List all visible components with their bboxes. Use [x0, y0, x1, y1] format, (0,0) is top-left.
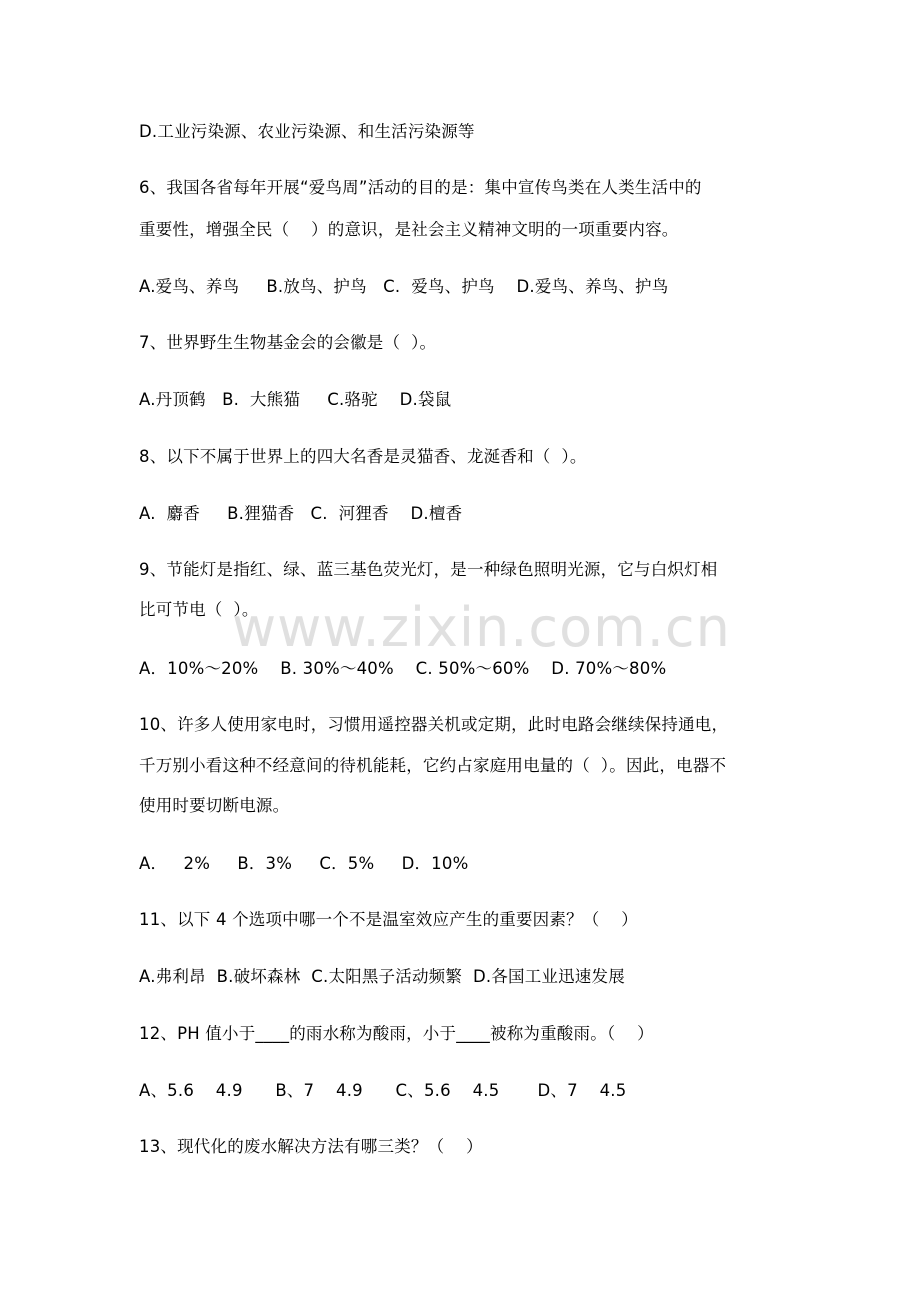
question-9-line-1: 9、节能灯是指红、绿、蓝三基色荧光灯，是一种绿色照明光源，它与白炽灯相 [139, 560, 718, 579]
question-8-options: A. 麝香 B.狸猫香 C. 河狸香 D.檀香 [139, 504, 463, 523]
question-12: 12、PH 值小于____的雨水称为酸雨，小于____被称为重酸雨。（ ） [139, 1024, 654, 1043]
question-12-options: A、5.6 4.9 B、7 4.9 C、5.6 4.5 D、7 4.5 [139, 1081, 627, 1100]
question-8: 8、以下不属于世界上的四大名香是灵猫香、龙涎香和（ ）。 [139, 447, 587, 466]
question-7-options: A.丹顶鹤 B. 大熊猫 C.骆驼 D.袋鼠 [139, 390, 452, 409]
question-6-line-2: 重要性，增强全民（ ）的意识，是社会主义精神文明的一项重要内容。 [139, 220, 679, 239]
text-line: D.工业污染源、农业污染源、和生活污染源等 [139, 122, 475, 141]
question-10-options: A． 2% B．3% C．5% D．10% [139, 854, 469, 873]
question-6-line-1: 6、我国各省每年开展“爱鸟周”活动的目的是：集中宣传鸟类在人类生活中的 [139, 178, 702, 197]
watermark: www.zixin.com.cn [232, 596, 731, 659]
question-7: 7、世界野生生物基金会的会徽是（ ）。 [139, 333, 437, 352]
question-10-line-2: 千万别小看这种不经意间的待机能耗，它约占家庭用电量的（ ）。因此，电器不 [139, 756, 727, 775]
question-11: 11、以下 4 个选项中哪一个不是温室效应产生的重要因素？（ ） [139, 910, 638, 929]
question-13: 13、现代化的废水解决方法有哪三类？（ ） [139, 1137, 483, 1156]
question-9-options: A．10%～20% B. 30%～40% C. 50%～60% D. 70%～80% [139, 659, 667, 678]
question-11-options: A.弗利昂 B.破坏森林 C.太阳黑子活动频繁 D.各国工业迅速发展 [139, 967, 625, 986]
question-9-line-2: 比可节电（ ）。 [139, 600, 259, 619]
question-10-line-1: 10、许多人使用家电时，习惯用遥控器关机或定期，此时电路会继续保持通电， [139, 715, 729, 734]
question-6-options: A.爱鸟、养鸟 B.放鸟、护鸟 C. 爱鸟、护鸟 D.爱鸟、养鸟、护鸟 [139, 277, 669, 296]
question-10-line-3: 使用时要切断电源。 [139, 796, 290, 815]
